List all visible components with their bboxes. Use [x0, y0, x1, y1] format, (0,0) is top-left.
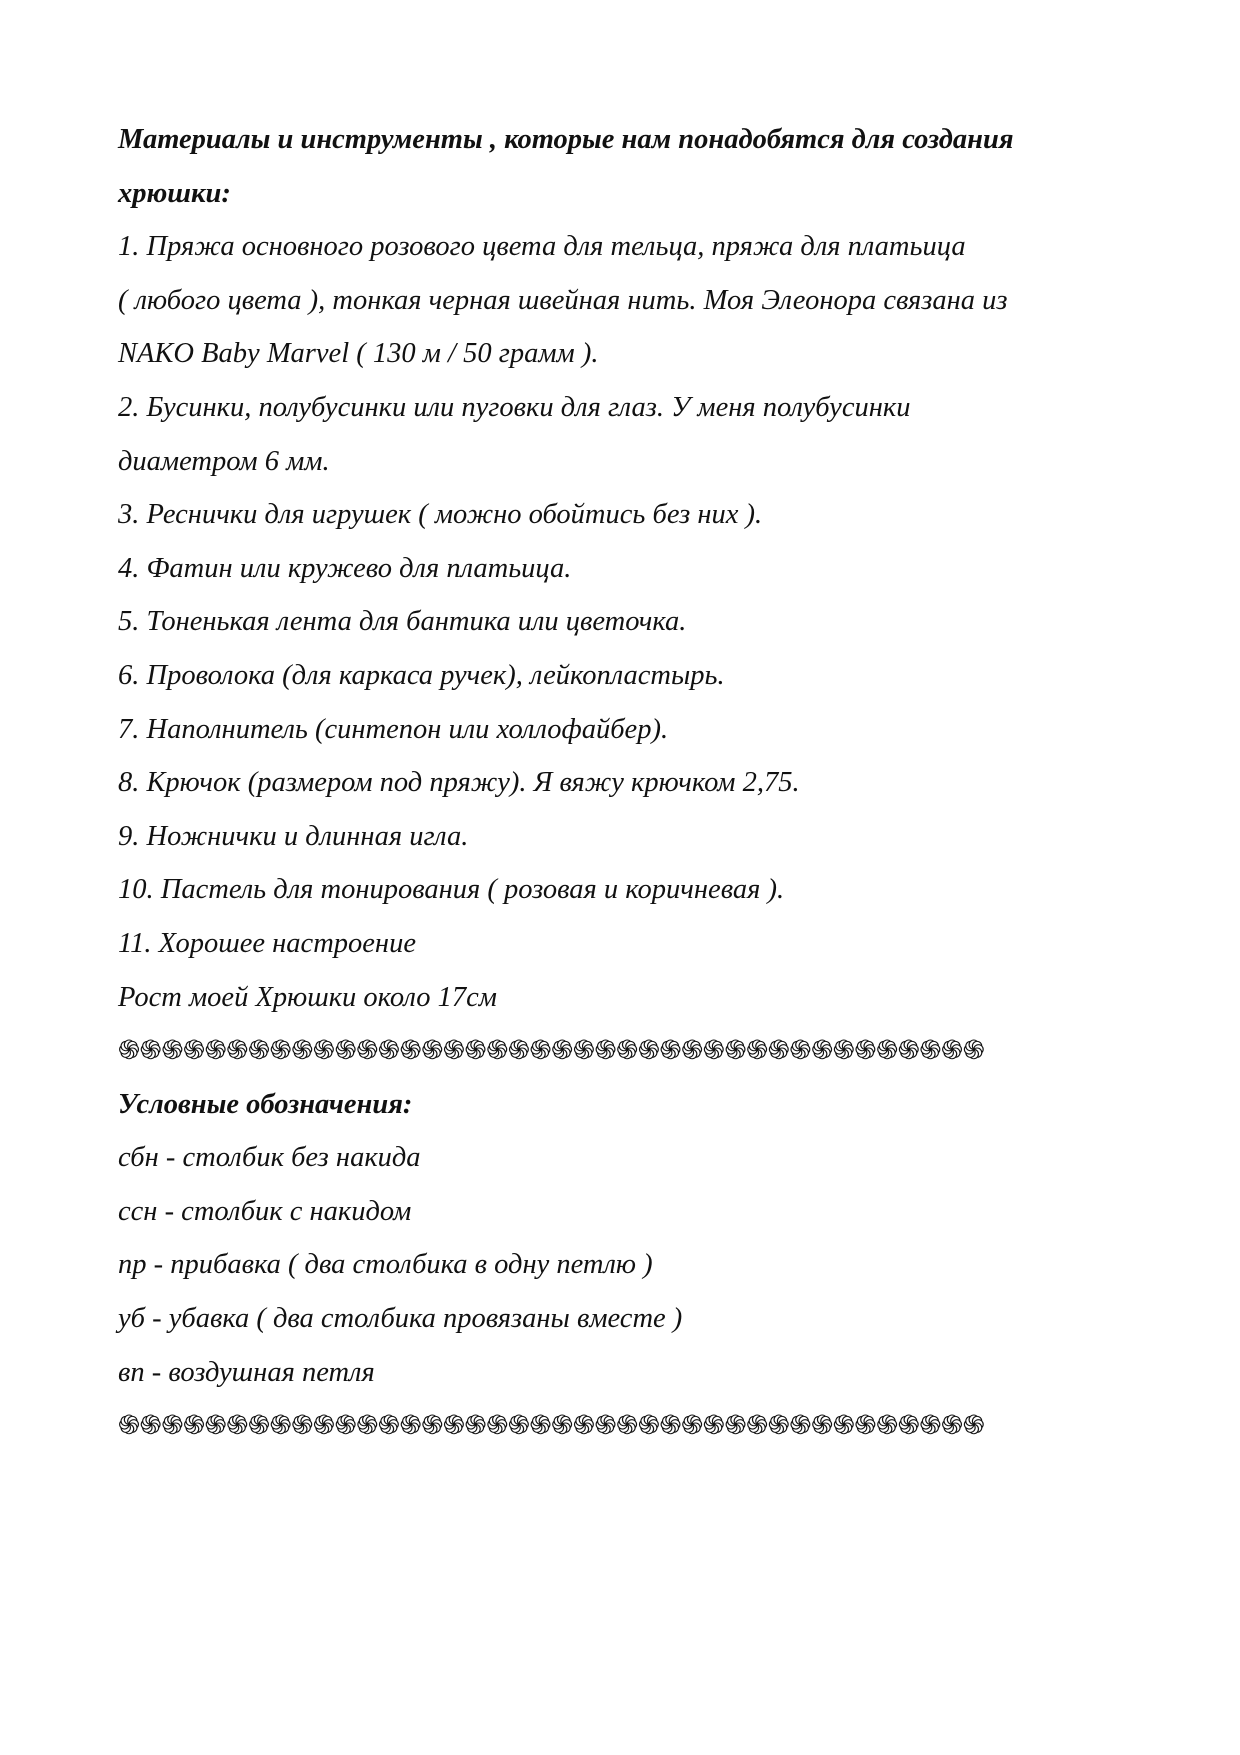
materials-line: 1. Пряжа основного розового цвета для тельца, пряжа для платьица	[118, 231, 966, 263]
materials-line: 8. Крючок (размером под пряжу). Я вяжу крючком 2,75.	[118, 767, 800, 799]
ornament-divider-top: ֍֍֍֍֍֍֍֍֍֍֍֍֍֍֍֍֍֍֍֍֍֍֍֍֍֍֍֍֍֍֍֍֍֍֍֍֍֍֍֍	[118, 1035, 985, 1067]
materials-line: 5. Тоненькая лента для бантика или цветочка.	[118, 606, 687, 638]
materials-line: ( любого цвета ), тонкая черная швейная нить. Моя Элеонора связана из	[118, 284, 1008, 316]
document-page	[118, 113, 1128, 1453]
ornament-divider-bottom: ֍֍֍֍֍֍֍֍֍֍֍֍֍֍֍֍֍֍֍֍֍֍֍֍֍֍֍֍֍֍֍֍֍֍֍֍֍֍֍֍	[118, 1410, 985, 1442]
materials-line: диаметром 6 мм.	[118, 445, 330, 477]
materials-line: 11. Хорошее настроение	[118, 927, 416, 959]
height-note: Рост моей Хрюшки около 17см	[118, 981, 497, 1013]
legend-item: уб - убавка ( два столбика провязаны вместе )	[118, 1303, 683, 1335]
materials-line: 10. Пастель для тонирования ( розовая и коричневая ).	[118, 874, 785, 906]
legend-item: ссн - столбик с накидом	[118, 1195, 412, 1227]
materials-line: 7. Наполнитель (синтепон или холлофайбер).	[118, 713, 669, 745]
legend-title: Условные обозначения:	[118, 1088, 413, 1120]
heading-line-1: Материалы и инструменты , которые нам понадобятся для создания	[118, 124, 1014, 155]
legend-item: сбн - столбик без накида	[118, 1142, 421, 1174]
materials-line: 6. Проволока (для каркаса ручек), лейкопластырь.	[118, 659, 725, 691]
materials-line: NAKO Baby Marvel ( 130 м / 50 грамм ).	[118, 338, 599, 370]
legend-item: вп - воздушная петля	[118, 1356, 375, 1388]
materials-line: 4. Фатин или кружево для платьица.	[118, 552, 572, 584]
materials-line: 2. Бусинки, полубусинки или пуговки для глаз. У меня полубусинки	[118, 391, 911, 423]
heading-line-2: хрюшки:	[118, 177, 231, 209]
materials-line: 3. Реснички для игрушек ( можно обойтись без них ).	[118, 499, 763, 531]
legend-item: пр - прибавка ( два столбика в одну петлю )	[118, 1249, 653, 1281]
materials-line: 9. Ножнички и длинная игла.	[118, 820, 469, 852]
